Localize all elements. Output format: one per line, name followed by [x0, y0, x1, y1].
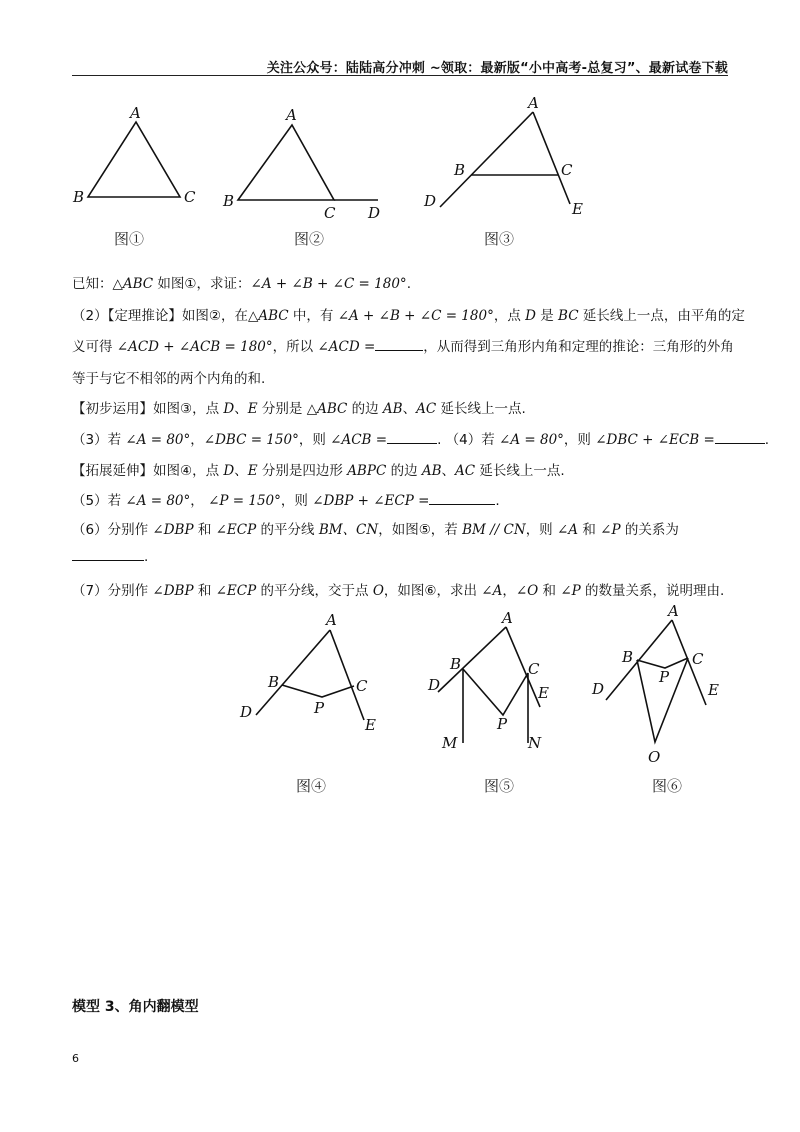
- label-E: E: [365, 716, 376, 734]
- line-7: 【拓展延伸】如图④，点 D、E 分别是四边形 ABPC 的边 AB、AC 延长线上一点.: [72, 463, 565, 479]
- label-A: A: [528, 94, 539, 112]
- path-bpc: [463, 669, 528, 715]
- line-6: （3）若 ∠A = 80°，∠DBC = 150°，则 ∠ACB = . （4）若 ∠A = 80°，则 ∠DBC + ∠ECB = .: [72, 432, 770, 448]
- line-ad: [440, 112, 533, 207]
- figure-2: [218, 100, 388, 250]
- label-E: E: [538, 684, 549, 702]
- label-C: C: [528, 660, 540, 678]
- path-bpc: [637, 658, 688, 668]
- label-B: B: [73, 188, 85, 206]
- label-D: D: [240, 703, 253, 721]
- label-O: O: [648, 748, 661, 766]
- label-C: C: [184, 188, 196, 206]
- answer-blank-4[interactable]: [715, 431, 765, 444]
- caption: 图⑥: [652, 777, 683, 795]
- label-B: B: [454, 161, 466, 179]
- header-rule: [72, 75, 728, 76]
- page-header: 关注公众号：陆陆高分冲刺 ~领取：最新版“小中高考-总复习”、最新试卷下载: [266, 61, 728, 76]
- label-A: A: [286, 106, 297, 124]
- label-M: M: [442, 734, 458, 752]
- caption: 图②: [294, 230, 325, 248]
- page-number: 6: [72, 1052, 79, 1065]
- label-A: A: [668, 602, 679, 620]
- figure-6: [586, 600, 746, 805]
- label-D: D: [424, 192, 437, 210]
- line-2: （2）【定理推论】如图②，在△ABC 中，有 ∠A + ∠B + ∠C = 180°，点 D 是 BC 延长线上一点，由平角的定: [72, 308, 745, 324]
- line-ae: [330, 630, 364, 720]
- label-A: A: [326, 611, 337, 629]
- label-B: B: [268, 673, 280, 691]
- label-P: P: [314, 699, 325, 717]
- caption: 图③: [484, 230, 515, 248]
- label-D: D: [428, 676, 441, 694]
- label-E: E: [708, 681, 719, 699]
- figure-1: [70, 100, 210, 250]
- line-1: 已知：△ABC 如图①，求证：∠A + ∠B + ∠C = 180°.: [72, 276, 411, 292]
- label-D: D: [368, 204, 381, 222]
- line-10: .: [72, 548, 148, 565]
- figure-4: [236, 605, 406, 805]
- label-P: P: [497, 715, 508, 733]
- path-bpc: [282, 685, 354, 697]
- line-3: 义可得 ∠ACD + ∠ACB = 180°，所以 ∠ACD = ，从而得到三角形内角和定理的推论：三角形的外角: [72, 339, 734, 355]
- line-ae: [533, 112, 570, 204]
- triangle-abc: [238, 125, 334, 200]
- section-title: 模型 3、角内翻模型: [72, 999, 199, 1015]
- label-B: B: [450, 655, 462, 673]
- label-P: P: [659, 668, 670, 686]
- label-D: D: [592, 680, 605, 698]
- figure-5: [420, 605, 580, 805]
- line-11: （7）分别作 ∠DBP 和 ∠ECP 的平分线，交于点 O，如图⑥，求出 ∠A，∠O 和 ∠P 的数量关系，说明理由.: [72, 583, 725, 599]
- caption: 图④: [296, 777, 327, 795]
- label-B: B: [223, 192, 235, 210]
- label-B: B: [622, 648, 634, 666]
- label-C: C: [356, 677, 368, 695]
- triangle-abc: [88, 122, 180, 197]
- answer-blank-6[interactable]: [72, 548, 144, 561]
- answer-blank-5[interactable]: [429, 492, 495, 505]
- label-A: A: [502, 609, 513, 627]
- label-C: C: [324, 204, 336, 222]
- caption: 图①: [114, 230, 145, 248]
- line-8: （5）若 ∠A = 80°， ∠P = 150°，则 ∠DBP + ∠ECP = .: [72, 493, 500, 509]
- line-5: 【初步运用】如图③，点 D、E 分别是 △ABC 的边 AB、AC 延长线上一点.: [72, 401, 526, 417]
- line-ad: [438, 627, 506, 692]
- label-C: C: [561, 161, 573, 179]
- label-E: E: [572, 200, 583, 218]
- line-4: 等于与它不相邻的两个内角的和.: [72, 371, 266, 387]
- label-A: A: [130, 104, 141, 122]
- label-C: C: [692, 650, 704, 668]
- answer-blank-1[interactable]: [375, 338, 423, 351]
- figure-3: [418, 92, 598, 252]
- caption: 图⑤: [484, 777, 515, 795]
- label-N: N: [528, 734, 542, 752]
- answer-blank-3[interactable]: [387, 431, 437, 444]
- line-9: （6）分别作 ∠DBP 和 ∠ECP 的平分线 BM、CN，如图⑤，若 BM // CN，则 ∠A 和 ∠P 的关系为: [72, 522, 679, 538]
